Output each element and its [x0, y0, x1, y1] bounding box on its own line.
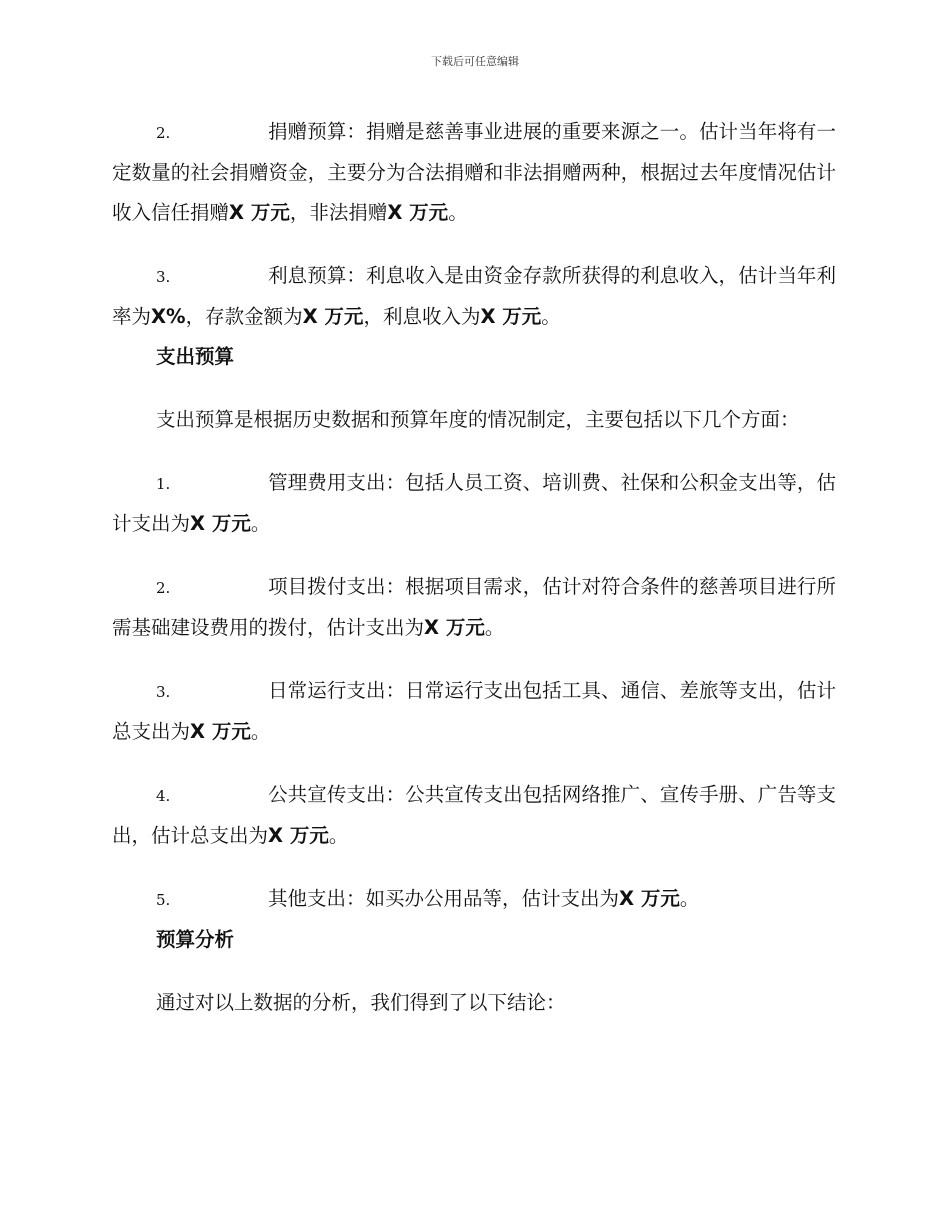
list-item-management-expense	[112, 463, 836, 544]
list-item-interest-budget	[112, 256, 836, 337]
amount-value: X 万元	[302, 305, 364, 328]
section-intro-analysis: 通过对以上数据的分析，我们得到了以下结论：	[156, 991, 566, 1014]
list-item-project-expense	[112, 567, 836, 648]
list-item-text: 项目拨付支出：根据项目需求，估计对符合条件的慈善项目进行所需基础建设费用的拨付，估计支出为	[112, 575, 836, 639]
list-item-text: 日常运行支出：日常运行支出包括工具、通信、差旅等支出，估计总支出为	[112, 679, 836, 743]
section-intro-expense: 支出预算是根据历史数据和预算年度的情况制定，主要包括以下几个方面：	[156, 408, 800, 431]
list-item-number: 1.	[156, 475, 171, 493]
amount-value: X 万元	[190, 720, 251, 743]
list-item-text: 。	[250, 512, 271, 535]
list-item-other-expense	[112, 879, 836, 920]
list-item-text: 。	[250, 720, 271, 743]
list-item-number: 3.	[156, 268, 171, 286]
document-body	[112, 112, 836, 1023]
list-item-number: 2.	[156, 124, 171, 142]
list-item-text: 利息预算：利息收入是由资金存款所获得的利息收入，估计当年利率为	[112, 264, 836, 328]
list-item-text: 。	[541, 305, 561, 328]
list-item-text: ，利息收入为	[363, 305, 481, 328]
section-heading-analysis: 预算分析	[156, 928, 235, 951]
list-item-text: 其他支出：如买办公用品等，估计支出为	[268, 887, 620, 910]
amount-value: X 万元	[229, 201, 290, 224]
amount-value: X 万元	[480, 305, 542, 328]
list-item-publicity-expense	[112, 775, 836, 856]
list-item-number: 5.	[156, 891, 171, 909]
amount-value: X 万元	[424, 616, 485, 639]
amount-value: X 万元	[619, 887, 680, 910]
list-item-text: 管理费用支出：包括人员工资、培训费、社保和公积金支出等，估计支出为	[112, 471, 836, 535]
page-header: 下载后可任意编辑	[431, 55, 519, 68]
amount-value: X 万元	[268, 824, 329, 847]
section-heading-expense: 支出预算	[156, 345, 235, 368]
amount-value: X 万元	[190, 512, 251, 535]
list-item-operation-expense	[112, 671, 836, 752]
list-item-text: 公共宣传支出：公共宣传支出包括网络推广、宣传手册、广告等支出，估计总支出为	[112, 783, 836, 847]
list-item-text: ，非法捐赠	[289, 201, 388, 224]
list-item-text: 。	[448, 201, 468, 224]
list-item-text: 。	[484, 616, 505, 639]
list-item-text: ，存款金额为	[185, 305, 303, 328]
list-item-donation-budget	[112, 112, 836, 233]
list-item-text: 。	[328, 824, 349, 847]
rate-value: X%	[151, 305, 186, 328]
list-item-number: 3.	[156, 683, 171, 701]
list-item-text: 捐赠预算：捐赠是慈善事业进展的重要来源之一。估计当年将有一定数量的社会捐赠资金，主要分为合法捐赠和非法捐赠两种，根据过去年度情况估计收入信任捐赠	[112, 120, 836, 224]
list-item-number: 4.	[156, 787, 171, 805]
list-item-number: 2.	[156, 579, 171, 597]
amount-value: X 万元	[387, 201, 449, 224]
list-item-text: 。	[679, 887, 700, 910]
